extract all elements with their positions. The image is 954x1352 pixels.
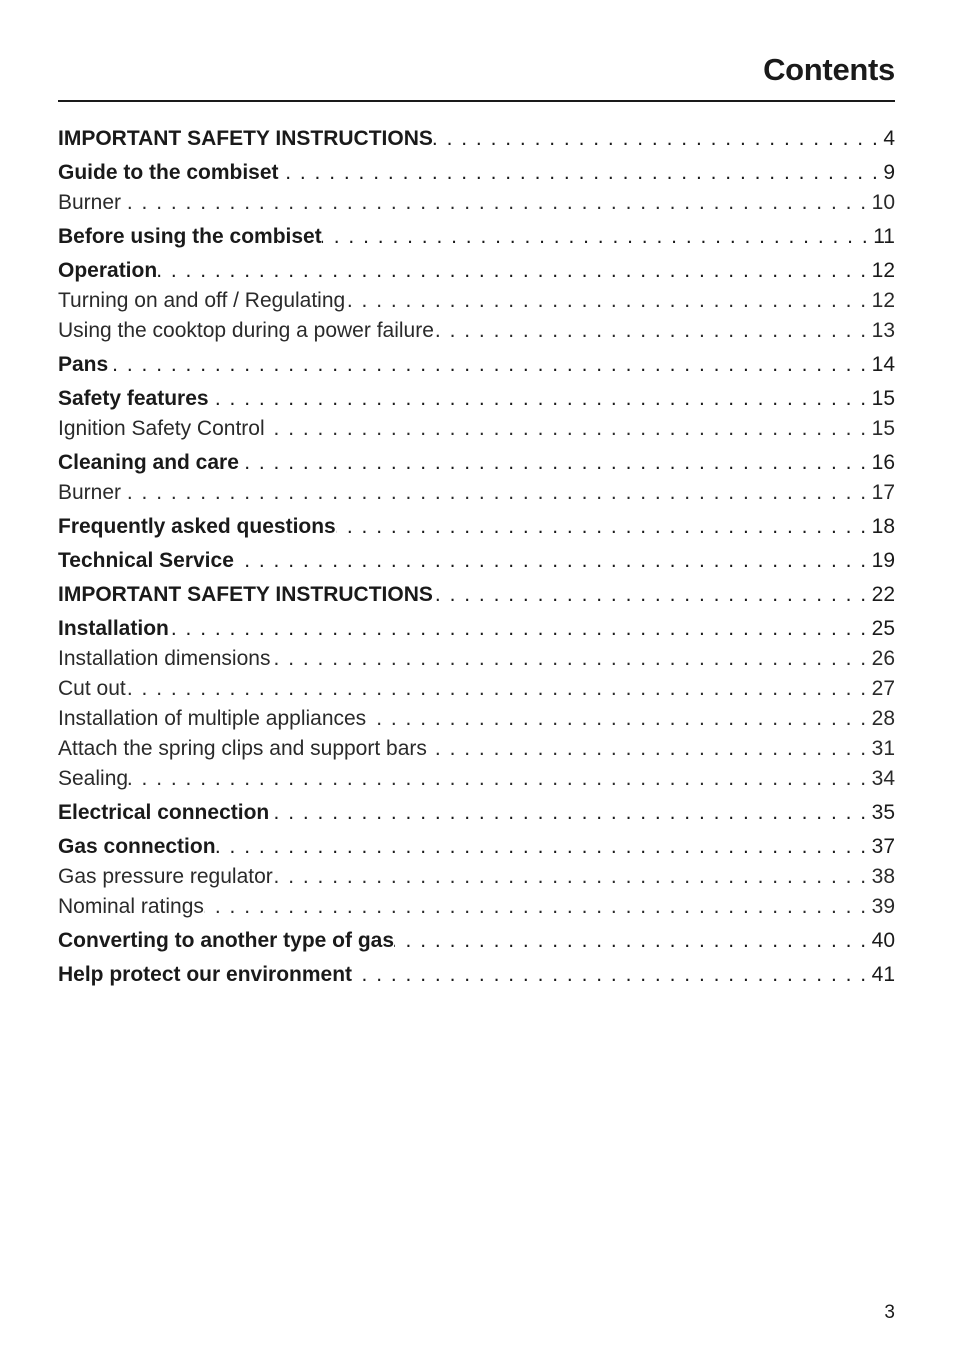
- dot-leader: [352, 960, 868, 990]
- toc-entry-label: Guide to the combiset: [58, 161, 279, 184]
- dot-leader: [234, 546, 868, 576]
- dot-leader: [345, 286, 867, 316]
- toc-entry-page-number: 25: [871, 617, 895, 640]
- toc-entry-page-number: 38: [871, 865, 895, 888]
- dot-leader: [126, 674, 868, 704]
- toc-entry-page-number: 4: [883, 127, 895, 150]
- toc-entry-label: Gas connection: [58, 835, 216, 858]
- dot-leader: [336, 512, 868, 542]
- toc-entry-page-number: 14: [871, 353, 895, 376]
- dot-leader: [366, 704, 867, 734]
- toc-entry-label: Safety features: [58, 387, 209, 410]
- toc-entry-label: Before using the combiset: [58, 225, 322, 248]
- toc-entry-label: Installation dimensions: [58, 647, 271, 670]
- toc-entry[interactable]: [58, 614, 895, 644]
- dot-leader: [121, 188, 868, 218]
- toc-entry-page-number: 35: [871, 801, 895, 824]
- toc-entry-label: Burner: [58, 191, 122, 214]
- toc-entry-label: IMPORTANT SAFETY INSTRUCTIONS: [58, 583, 433, 606]
- toc-entry[interactable]: [58, 926, 895, 956]
- toc-entry[interactable]: [58, 960, 895, 990]
- dot-leader: [209, 384, 868, 414]
- toc-entry[interactable]: [58, 674, 895, 704]
- dot-leader: [273, 862, 868, 892]
- toc-entry[interactable]: [58, 892, 895, 922]
- toc-entry[interactable]: [58, 448, 895, 478]
- dot-leader: [269, 798, 867, 828]
- dot-leader: [427, 734, 868, 764]
- toc-entry-page-number: 9: [883, 161, 895, 184]
- toc-entry[interactable]: [58, 222, 895, 252]
- toc-entry-label: Cleaning and care: [58, 451, 239, 474]
- table-of-contents: [58, 124, 895, 990]
- dot-leader: [265, 414, 868, 444]
- page-title: Contents: [763, 52, 895, 87]
- dot-leader: [322, 222, 869, 252]
- dot-leader: [279, 158, 880, 188]
- dot-leader: [216, 832, 868, 862]
- toc-entry-label: Pans: [58, 353, 109, 376]
- toc-entry-label: Help protect our environment: [58, 963, 353, 986]
- dot-leader: [433, 124, 879, 154]
- toc-entry[interactable]: [58, 256, 895, 286]
- dot-leader: [433, 580, 868, 610]
- toc-entry-page-number: 34: [871, 767, 895, 790]
- dot-leader: [128, 764, 868, 794]
- toc-entry-page-number: 39: [871, 895, 895, 918]
- toc-entry[interactable]: [58, 546, 895, 576]
- toc-entry[interactable]: [58, 832, 895, 862]
- toc-entry[interactable]: [58, 862, 895, 892]
- toc-entry-label: Electrical connection: [58, 801, 270, 824]
- toc-entry[interactable]: [58, 512, 895, 542]
- dot-leader: [394, 926, 868, 956]
- dot-leader: [239, 448, 868, 478]
- toc-entry-page-number: 22: [871, 583, 895, 606]
- toc-entry-page-number: 11: [873, 225, 895, 248]
- toc-entry[interactable]: [58, 286, 895, 316]
- toc-entry[interactable]: [58, 764, 895, 794]
- dot-leader: [121, 478, 868, 508]
- toc-entry[interactable]: [58, 316, 895, 346]
- toc-entry-label: Using the cooktop during a power failure: [58, 319, 434, 342]
- toc-entry-page-number: 26: [871, 647, 895, 670]
- toc-entry-label: Attach the spring clips and support bars: [58, 737, 427, 760]
- dot-leader: [204, 892, 868, 922]
- toc-entry-label: Nominal ratings: [58, 895, 204, 918]
- toc-entry-page-number: 12: [871, 259, 895, 282]
- toc-entry[interactable]: [58, 798, 895, 828]
- page-number: 3: [884, 1302, 895, 1323]
- toc-entry-label: Burner: [58, 481, 122, 504]
- toc-entry-label: Installation: [58, 617, 169, 640]
- toc-entry-label: Sealing: [58, 767, 129, 790]
- toc-entry-label: Operation: [58, 259, 158, 282]
- toc-entry[interactable]: [58, 478, 895, 508]
- toc-entry[interactable]: [58, 158, 895, 188]
- toc-entry-label: Ignition Safety Control: [58, 417, 265, 440]
- toc-entry-page-number: 40: [871, 929, 895, 952]
- dot-leader: [157, 256, 867, 286]
- toc-entry-label: Installation of multiple appliances: [58, 707, 367, 730]
- toc-entry[interactable]: [58, 414, 895, 444]
- toc-entry-label: Turning on and off / Regulating: [58, 289, 346, 312]
- toc-entry-page-number: 19: [871, 549, 895, 572]
- toc-entry[interactable]: [58, 124, 895, 154]
- toc-entry-page-number: 16: [871, 451, 895, 474]
- toc-entry[interactable]: [58, 734, 895, 764]
- toc-entry-page-number: 12: [871, 289, 895, 312]
- toc-entry-page-number: 15: [871, 417, 895, 440]
- toc-entry[interactable]: [58, 580, 895, 610]
- toc-entry[interactable]: [58, 384, 895, 414]
- toc-entry-label: Technical Service: [58, 549, 234, 572]
- toc-entry-page-number: 17: [871, 481, 895, 504]
- toc-entry[interactable]: [58, 644, 895, 674]
- toc-entry-page-number: 10: [871, 191, 895, 214]
- toc-entry-page-number: 41: [871, 963, 895, 986]
- toc-entry-page-number: 28: [871, 707, 895, 730]
- toc-entry-page-number: 15: [871, 387, 895, 410]
- dot-leader: [270, 644, 867, 674]
- toc-entry-label: Converting to another type of gas: [58, 929, 395, 952]
- toc-entry[interactable]: [58, 350, 895, 380]
- toc-entry-label: IMPORTANT SAFETY INSTRUCTIONS: [58, 127, 433, 150]
- toc-entry-page-number: 27: [871, 677, 895, 700]
- toc-entry-page-number: 31: [871, 737, 895, 760]
- toc-entry-label: Frequently asked questions: [58, 515, 336, 538]
- toc-entry-label: Gas pressure regulator: [58, 865, 273, 888]
- dot-leader: [169, 614, 868, 644]
- dot-leader: [108, 350, 867, 380]
- dot-leader: [434, 316, 868, 346]
- title-divider: [58, 100, 895, 102]
- toc-entry-page-number: 13: [871, 319, 895, 342]
- toc-entry-label: Cut out: [58, 677, 126, 700]
- toc-entry[interactable]: [58, 188, 895, 218]
- toc-entry[interactable]: [58, 704, 895, 734]
- toc-entry-page-number: 18: [871, 515, 895, 538]
- toc-entry-page-number: 37: [871, 835, 895, 858]
